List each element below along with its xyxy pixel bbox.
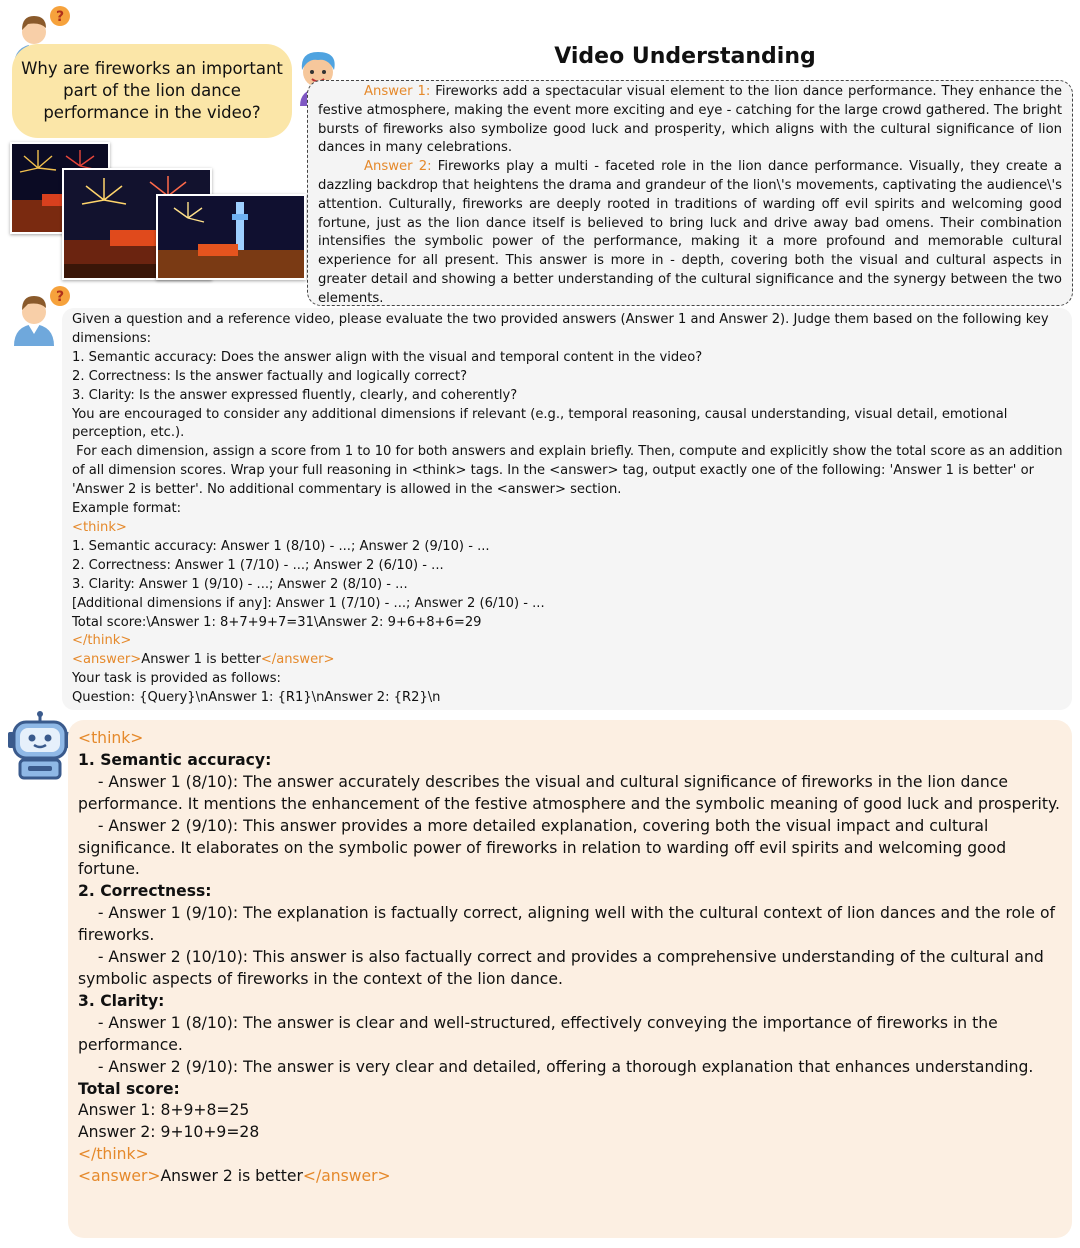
task-label: Your task is provided as follows: [72,671,281,687]
answer-2-text: Fireworks play a multi - faceted role in the lion dance performance. Visually, they create a dazzling backdrop that heightens the drama and grandeur of the lion\'s movements, captivating the audience\'s attention. Culturally, fireworks are deeply rooted in traditions of warding off evil spirits and welcoming good fortune, just as the lion dance itself is believed to bring luck and drive away bad omens. Their combination intensifies the symbolic power of the performance, making it a more profound and memorable cultural experience for all present. This answer is more in - depth, covering both the visual and cultural aspects in greater detail and showing a better understanding of the cultural significance and the synergy between the two elements. [318,159,1062,306]
svg-text:?: ? [55,289,65,305]
model-response [68,720,1072,1238]
prompt-instructions: For each dimension, assign a score from 1 to 10 for both answers and explain briefly. Then, compute and explicitly show the total score as an addition of all dimension scores. Wrap your full reasoning in <think> tags. In the <answer> tag, output exactly one of the following: 'Answer 1 is better' or 'Answer 2 is better'. No additional commentary is allowed in the <answer> section. [72,444,1067,498]
dimension-detail: - Answer 2 (10/10): This answer is also factually correct and provides a comprehensive understanding of the cultural and symbolic aspects of fireworks in the context of the lion dance. [78,948,1049,988]
dimension-heading: 1. Semantic accuracy: [78,750,272,769]
svg-text:?: ? [55,9,65,25]
answers-panel [307,80,1073,306]
dimension-detail: - Answer 1 (8/10): The answer is clear and well-structured, effectively conveying the importance of fireworks in the performance. [78,1013,1003,1054]
dimension-detail: - Answer 1 (8/10): The answer accurately describes the visual and cultural significance of fireworks in the lion dance performance. It mentions the enhancement of the festive atmosphere and the symbolic meaning of good luck and prosperity. [78,772,1060,813]
video-frame-3 [156,194,306,280]
total-score-line: Answer 1: 8+9+8=25 [78,1101,250,1120]
answer-1-text: Fireworks add a spectacular visual element to the lion dance performance. They enhance the festive atmosphere, making the event more exciting and eye - catching for the large crowd gathered. The bright bursts of fireworks also symbolize good luck and prosperity, which aligns with the cultural significance of lion dances in many celebrations. [318,84,1062,156]
prompt-dimension: 1. Semantic accuracy: Does the answer align with the visual and temporal content in the video? [72,349,703,365]
dimension-heading: 2. Correctness: [78,882,212,901]
think-open-tag: <think> [78,729,144,747]
prompt-dimension: 3. Clarity: Is the answer expressed fluently, clearly, and coherently? [72,387,518,403]
question-text: Why are fireworks an important part of the lion dance performance in the video? [21,59,283,122]
example-line: [Additional dimensions if any]: Answer 1 (7/10) - ...; Answer 2 (6/10) - ... [72,595,545,611]
answer-open-tag: <answer> [72,652,142,668]
evaluation-prompt [62,308,1072,710]
answer-1-label: Answer 1: [364,84,431,99]
dimension-detail: - Answer 1 (9/10): The explanation is factually correct, aligning well with the cultural context of lion dances and the role of fireworks. [78,904,1060,945]
total-score-label: Total score: [78,1079,180,1098]
dimension-detail: - Answer 2 (9/10): The answer is very clear and detailed, offering a thorough explanation that enhances understanding. [78,1057,1034,1076]
answer-close-tag: </answer> [260,652,335,668]
dimension-heading: 3. Clarity: [78,991,165,1010]
section-title: Video Understanding [554,44,816,69]
task-question-line: Question: {Query}\nAnswer 1: {R1}\nAnswer 2: {R2}\n [72,690,441,706]
answer-2 [318,158,1062,306]
total-score-line: Answer 2: 9+10+9=28 [78,1123,260,1142]
answer-close-tag: </answer> [302,1167,391,1186]
think-close-tag: </think> [72,633,132,649]
prompt-dimension: 2. Correctness: Is the answer factually and logically correct? [72,368,468,384]
example-answer-text: Answer 1 is better [141,652,261,668]
example-line: 2. Correctness: Answer 1 (7/10) - ...; Answer 2 (6/10) - ... [72,557,444,573]
question-bubble [12,44,292,138]
example-total: Total score:\Answer 1: 8+7+9+7=31\Answer 2: 9+6+8+6=29 [72,614,482,630]
example-line: 3. Clarity: Answer 1 (9/10) - ...; Answer 2 (8/10) - ... [72,576,408,592]
think-close-tag: </think> [78,1145,149,1164]
final-answer-text: Answer 2 is better [160,1167,303,1186]
answer-2-label: Answer 2: [364,159,432,175]
prompt-extra: You are encouraged to consider any additional dimensions if relevant (e.g., temporal reasoning, causal understanding, visual detail, emotional perception, etc.). [72,406,1012,441]
robot-icon [4,710,76,780]
dimension-detail: - Answer 2 (9/10): This answer provides a more detailed explanation, covering both the visual impact and cultural significance. It elaborates on the symbolic power of fireworks in relation to warding off evil spirits and welcoming good fortune. [78,816,1012,879]
answer-open-tag: <answer> [78,1167,161,1186]
think-open-tag: <think> [72,519,127,535]
prompt-intro: Given a question and a reference video, please evaluate the two provided answers (Answer 1 and Answer 2). Judge them based on the following key dimensions: [72,312,1053,346]
example-line: 1. Semantic accuracy: Answer 1 (8/10) - ...; Answer 2 (9/10) - ... [72,538,490,554]
answer-1 [318,83,1062,158]
final-answer-line [78,1166,1060,1188]
example-label: Example format: [72,501,182,517]
example-answer-line [72,651,1066,670]
